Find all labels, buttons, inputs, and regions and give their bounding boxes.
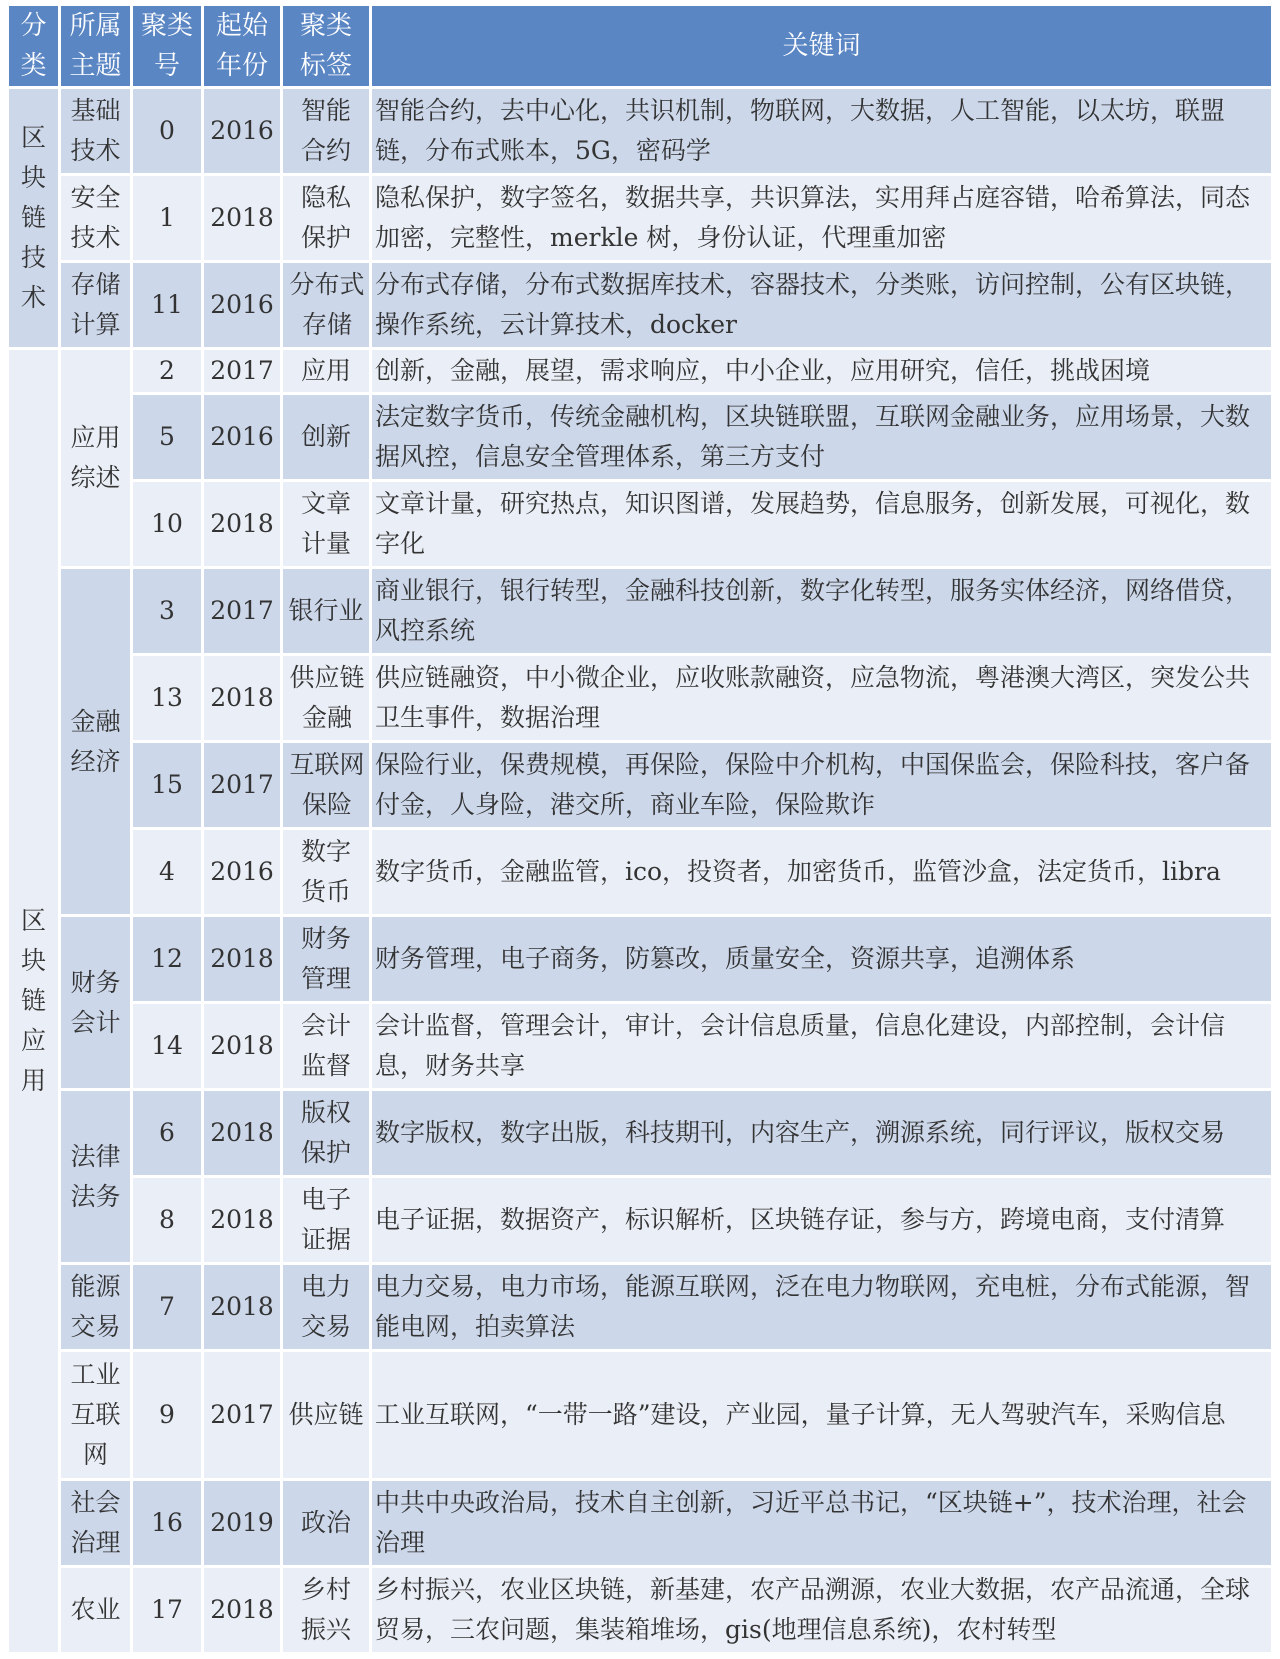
cluster-label-cell: 供应链 <box>283 1352 369 1478</box>
topic-cell: 社会治理 <box>61 1481 130 1565</box>
cluster-no-cell: 0 <box>133 89 201 173</box>
cluster-no-cell: 12 <box>133 917 201 1001</box>
start-year-cell: 2016 <box>204 395 280 479</box>
keywords-cell: 数字版权，数字出版，科技期刊，内容生产，溯源系统，同行评议，版权交易 <box>372 1091 1271 1175</box>
topic-cell: 能源交易 <box>61 1265 130 1349</box>
keywords-cell: 文章计量，研究热点，知识图谱，发展趋势，信息服务，创新发展，可视化，数字化 <box>372 482 1271 566</box>
keywords-cell: 法定数字货币，传统金融机构，区块链联盟，互联网金融业务，应用场景，大数据风控，信息安全管理体系，第三方支付 <box>372 395 1271 479</box>
cluster-label-cell: 应用 <box>283 350 369 392</box>
cluster-no-cell: 9 <box>133 1352 201 1478</box>
keywords-cell: 财务管理，电子商务，防篡改，质量安全，资源共享，追溯体系 <box>372 917 1271 1001</box>
cluster-no-cell: 1 <box>133 176 201 260</box>
cluster-label-cell: 分布式存储 <box>283 263 369 347</box>
keywords-cell: 创新，金融，展望，需求响应，中小企业，应用研究，信任，挑战困境 <box>372 350 1271 392</box>
keywords-cell: 保险行业，保费规模，再保险，保险中介机构，中国保监会，保险科技，客户备付金，人身险，港交所，商业车险，保险欺诈 <box>372 743 1271 827</box>
table-row <box>9 569 1271 653</box>
keywords-cell: 供应链融资，中小微企业，应收账款融资，应急物流，粤港澳大湾区，突发公共卫生事件，数据治理 <box>372 656 1271 740</box>
table-row <box>9 743 1271 827</box>
cluster-no-cell: 17 <box>133 1568 201 1652</box>
table-row <box>9 1091 1271 1175</box>
table-row <box>9 482 1271 566</box>
start-year-cell: 2018 <box>204 1004 280 1088</box>
category-cell-tech: 区块链技术 <box>9 89 58 347</box>
start-year-cell: 2017 <box>204 350 280 392</box>
cluster-no-cell: 11 <box>133 263 201 347</box>
table-row <box>9 350 1271 392</box>
start-year-cell: 2018 <box>204 176 280 260</box>
cluster-label-cell: 隐私保护 <box>283 176 369 260</box>
cluster-label-cell: 供应链金融 <box>283 656 369 740</box>
table-row <box>9 1352 1271 1478</box>
start-year-cell: 2016 <box>204 89 280 173</box>
cluster-table <box>6 3 1274 1655</box>
keywords-cell: 中共中央政治局，技术自主创新，习近平总书记，“区块链+”，技术治理，社会治理 <box>372 1481 1271 1565</box>
cluster-label-cell: 电子证据 <box>283 1178 369 1262</box>
cluster-no-cell: 7 <box>133 1265 201 1349</box>
table-row <box>9 1481 1271 1565</box>
start-year-cell: 2016 <box>204 830 280 914</box>
table-row <box>9 1178 1271 1262</box>
table-row <box>9 656 1271 740</box>
keywords-cell: 隐私保护，数字签名，数据共享，共识算法，实用拜占庭容错，哈希算法，同态加密，完整性，merkle 树，身份认证，代理重加密 <box>372 176 1271 260</box>
topic-cell: 农业 <box>61 1568 130 1652</box>
cluster-label-cell: 创新 <box>283 395 369 479</box>
topic-cell: 存储计算 <box>61 263 130 347</box>
topic-cell: 应用综述 <box>61 350 130 566</box>
start-year-cell: 2019 <box>204 1481 280 1565</box>
cluster-no-cell: 15 <box>133 743 201 827</box>
table-row <box>9 1265 1271 1349</box>
start-year-cell: 2017 <box>204 1352 280 1478</box>
cluster-no-cell: 10 <box>133 482 201 566</box>
header-category: 分类 <box>9 6 58 86</box>
start-year-cell: 2018 <box>204 1091 280 1175</box>
header-start-year: 起始年份 <box>204 6 280 86</box>
table-row <box>9 176 1271 260</box>
start-year-cell: 2018 <box>204 1568 280 1652</box>
cluster-label-cell: 会计监督 <box>283 1004 369 1088</box>
keywords-cell: 工业互联网，“一带一路”建设，产业园，量子计算，无人驾驶汽车，采购信息 <box>372 1352 1271 1478</box>
cluster-label-cell: 电力交易 <box>283 1265 369 1349</box>
keywords-cell: 会计监督，管理会计，审计，会计信息质量，信息化建设，内部控制，会计信息，财务共享 <box>372 1004 1271 1088</box>
table-row <box>9 1004 1271 1088</box>
keywords-cell: 智能合约，去中心化，共识机制，物联网，大数据，人工智能，以太坊，联盟链，分布式账本，5G，密码学 <box>372 89 1271 173</box>
start-year-cell: 2018 <box>204 1265 280 1349</box>
topic-cell: 法律法务 <box>61 1091 130 1262</box>
cluster-label-cell: 智能合约 <box>283 89 369 173</box>
header-cluster-label: 聚类标签 <box>283 6 369 86</box>
cluster-label-cell: 互联网保险 <box>283 743 369 827</box>
cluster-label-cell: 乡村振兴 <box>283 1568 369 1652</box>
cluster-label-cell: 数字货币 <box>283 830 369 914</box>
header-keywords: 关键词 <box>372 6 1271 86</box>
start-year-cell: 2018 <box>204 482 280 566</box>
keywords-cell: 乡村振兴，农业区块链，新基建，农产品溯源，农业大数据，农产品流通，全球贸易，三农问题，集装箱堆场，gis(地理信息系统)，农村转型 <box>372 1568 1271 1652</box>
start-year-cell: 2018 <box>204 917 280 1001</box>
start-year-cell: 2016 <box>204 263 280 347</box>
keywords-cell: 数字货币，金融监管，ico，投资者，加密货币，监管沙盒，法定货币，libra <box>372 830 1271 914</box>
cluster-label-cell: 版权保护 <box>283 1091 369 1175</box>
table-row <box>9 1568 1271 1652</box>
table-row <box>9 263 1271 347</box>
cluster-no-cell: 13 <box>133 656 201 740</box>
cluster-label-cell: 文章计量 <box>283 482 369 566</box>
cluster-no-cell: 4 <box>133 830 201 914</box>
cluster-label-cell: 银行业 <box>283 569 369 653</box>
cluster-no-cell: 14 <box>133 1004 201 1088</box>
topic-cell: 金融经济 <box>61 569 130 914</box>
header-cluster-no: 聚类号 <box>133 6 201 86</box>
table-row <box>9 395 1271 479</box>
cluster-label-cell: 财务管理 <box>283 917 369 1001</box>
cluster-no-cell: 2 <box>133 350 201 392</box>
topic-cell: 安全技术 <box>61 176 130 260</box>
cluster-no-cell: 16 <box>133 1481 201 1565</box>
cluster-no-cell: 3 <box>133 569 201 653</box>
header-row <box>9 6 1271 86</box>
topic-cell: 基础技术 <box>61 89 130 173</box>
topic-cell: 财务会计 <box>61 917 130 1088</box>
header-topic: 所属主题 <box>61 6 130 86</box>
start-year-cell: 2018 <box>204 656 280 740</box>
cluster-no-cell: 6 <box>133 1091 201 1175</box>
table-row <box>9 89 1271 173</box>
cluster-no-cell: 5 <box>133 395 201 479</box>
category-cell-app: 区块链应用 <box>9 350 58 1652</box>
topic-cell: 工业互联网 <box>61 1352 130 1478</box>
keywords-cell: 电力交易，电力市场，能源互联网，泛在电力物联网，充电桩，分布式能源，智能电网，拍卖算法 <box>372 1265 1271 1349</box>
keywords-cell: 商业银行，银行转型，金融科技创新，数字化转型，服务实体经济，网络借贷，风控系统 <box>372 569 1271 653</box>
start-year-cell: 2017 <box>204 569 280 653</box>
cluster-no-cell: 8 <box>133 1178 201 1262</box>
table-row <box>9 917 1271 1001</box>
start-year-cell: 2018 <box>204 1178 280 1262</box>
keywords-cell: 分布式存储，分布式数据库技术，容器技术，分类账，访问控制，公有区块链，操作系统，云计算技术，docker <box>372 263 1271 347</box>
start-year-cell: 2017 <box>204 743 280 827</box>
cluster-label-cell: 政治 <box>283 1481 369 1565</box>
table-row <box>9 830 1271 914</box>
keywords-cell: 电子证据，数据资产，标识解析，区块链存证，参与方，跨境电商，支付清算 <box>372 1178 1271 1262</box>
